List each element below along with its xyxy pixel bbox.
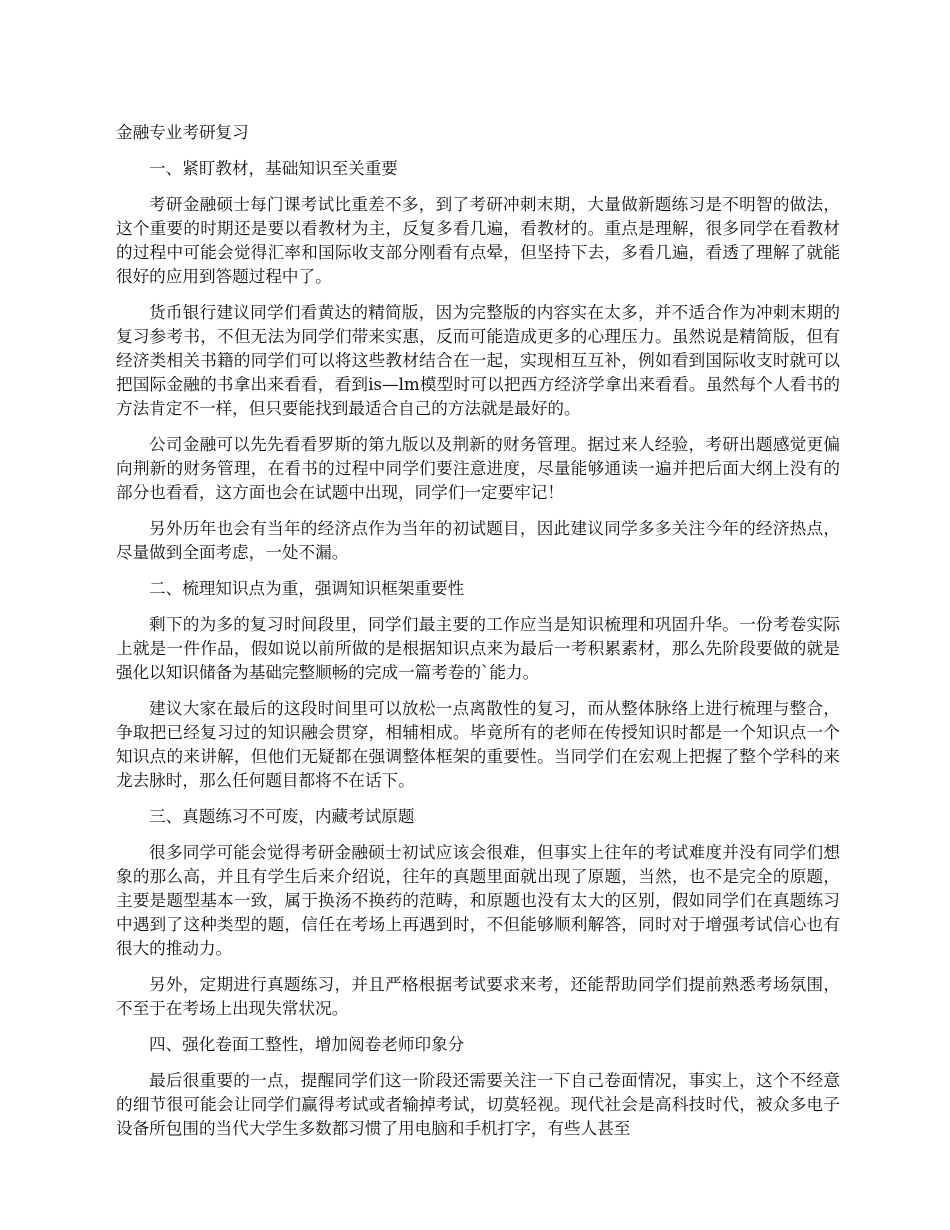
section-heading-1: 一、紧盯教材，基础知识至关重要	[149, 159, 398, 178]
section-heading-2: 二、梳理知识点为重，强调知识框架重要性	[149, 579, 465, 598]
paragraph: 最后很重要的一点，提醒同学们这一阶段还需要关注一下自己卷面情况，事实上，这个不经意的细节很可能会让同学们赢得考试或者输掉考试，切莫轻视。现代社会是高科技时代，被众多电子设备所包围的当代大学生多数都习惯了用电脑和手机打字，有些人甚至	[116, 1071, 840, 1138]
paragraph: 考研金融硕士每门课考试比重差不多，到了考研冲刺末期，大量做新题练习是不明智的做法，这个重要的时期还是要以看教材为主，反复多看几遍，看教材的。重点是理解，很多同学在看教材的过程中可能会觉得汇率和国际收支部分刚看有点晕，但坚持下去，多看几遍，看透了理解了就能很好的应用到答题过程中了。	[116, 195, 840, 286]
paragraph: 很多同学可能会觉得考研金融硕士初试应该会很难，但事实上往年的考试难度并没有同学们想象的那么高，并且有学生后来介绍说，往年的真题里面就出现了原题，当然，也不是完全的原题，主要是题型基本一致，属于换汤不换药的范畴，和原题也没有太大的区别，假如同学们在真题练习中遇到了这种类型的题，信任在考场上再遇到时，不但能够顺利解答，同时对于增强考试信心也有很大的推动力。	[116, 843, 840, 958]
paragraph: 货币银行建议同学们看黄达的精简版，因为完整版的内容实在太多，并不适合作为冲刺末期的复习参考书，不但无法为同学们带来实惠，反而可能造成更多的心理压力。虽然说是精简版，但有经济类相关书籍的同学们可以将这些教材结合在一起，实现相互互补，例如看到国际收支时就可以把国际金融的书拿出来看看，看到is—lm模型时可以把西方经济学拿出来看看。虽然每个人看书的方法肯定不一样，但只要能找到最适合自己的方法就是最好的。	[116, 303, 840, 418]
document-body	[116, 121, 840, 1153]
document-title: 金融专业考研复习	[116, 123, 249, 142]
section-heading-3: 三、真题练习不可废，内藏考试原题	[149, 807, 415, 826]
section-heading-4: 四、强化卷面工整性，增加阅卷老师印象分	[149, 1035, 465, 1054]
paragraph: 另外历年也会有当年的经济点作为当年的初试题目，因此建议同学多多关注今年的经济热点，尽量做到全面考虑，一处不漏。	[116, 519, 840, 562]
paragraph: 另外，定期进行真题练习，并且严格根据考试要求来考，还能帮助同学们提前熟悉考场氛围，不至于在考场上出现失常状况。	[116, 975, 840, 1018]
paragraph: 公司金融可以先先看看罗斯的第九版以及荆新的财务管理。据过来人经验，考研出题感觉更偏向荆新的财务管理，在看书的过程中同学们要注意进度，尽量能够通读一遍并把后面大纲上没有的部分也看看，这方面也会在试题中出现，同学们一定要牢记！	[116, 435, 840, 502]
paragraph: 剩下的为多的复习时间段里，同学们最主要的工作应当是知识梳理和巩固升华。一份考卷实际上就是一件作品，假如说以前所做的是根据知识点来为最后一考积累素材，那么先阶段要做的就是强化以知识储备为基础完整顺畅的完成一篇考卷的`能力。	[116, 615, 840, 682]
paragraph: 建议大家在最后的这段时间里可以放松一点离散性的复习，而从整体脉络上进行梳理与整合，争取把已经复习过的知识融会贯穿，相辅相成。毕竟所有的老师在传授知识时都是一个知识点一个知识点的来讲解，但他们无疑都在强调整体框架的重要性。当同学们在宏观上把握了整个学科的来龙去脉时，那么任何题目都将不在话下。	[116, 699, 840, 790]
